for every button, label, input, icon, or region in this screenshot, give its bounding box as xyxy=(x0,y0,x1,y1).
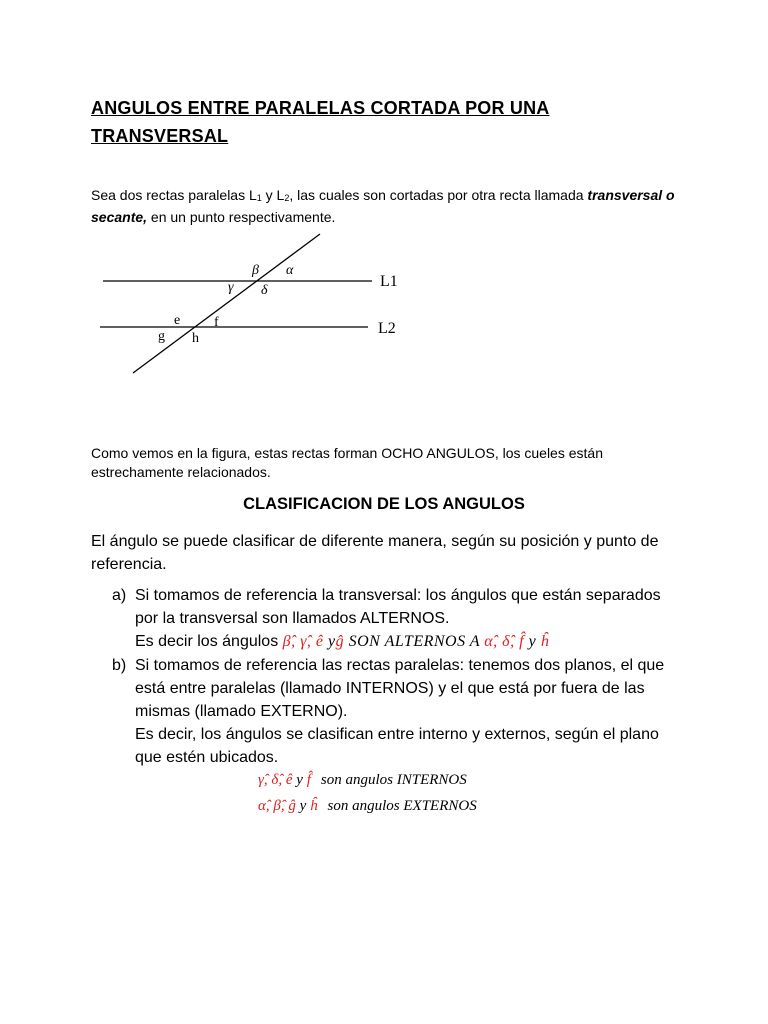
math-y-1: y xyxy=(323,633,336,650)
math-angles-group2: α̂, δ̂, f̂ xyxy=(484,633,525,650)
intro-text-1: Sea dos rectas paralelas L xyxy=(91,187,257,203)
math-son-alternos: SON ALTERNOS A xyxy=(344,633,485,650)
angle-label-h: h xyxy=(192,331,199,346)
angle-label-g: g xyxy=(158,329,165,344)
math-angles-group1: β̂, γ̂, ê xyxy=(282,633,324,650)
angle-label-beta: β xyxy=(252,263,259,278)
angle-label-delta: δ xyxy=(261,283,268,298)
math-y-2: y xyxy=(524,633,541,650)
transversal-line xyxy=(133,234,320,373)
formula-internos-angles: γ̂, δ̂, ê xyxy=(258,772,293,788)
intro-text-2: y L xyxy=(261,187,285,203)
formula-externos-label: son angulos EXTERNOS xyxy=(327,798,477,814)
list-item-b-text2: Es decir, los ángulos se clasifican entre interno y externos, según el plano que estén ubicados. xyxy=(135,726,659,766)
list-item-b-text: Si tomamos de referencia las rectas paralelas: tenemos dos planos, el que está entre paralelas (llamado INTERNOS) y el que está por fuera de las mismas (llamado EXTERNO). xyxy=(135,657,665,720)
intro-paragraph xyxy=(91,186,691,227)
angle-label-e: e xyxy=(174,313,181,328)
math-angle-h: ĥ xyxy=(540,633,550,650)
list-marker-b: b) xyxy=(112,657,127,674)
list-item-a xyxy=(112,584,672,653)
subscript-2: 2 xyxy=(284,193,290,203)
angle-label-alpha: α xyxy=(286,263,294,278)
formula-externos-h: ĥ xyxy=(310,798,318,814)
body-paragraph: El ángulo se puede clasificar de diferente manera, según su posición y punto de referencia. xyxy=(91,533,659,573)
figure-description: Como vemos en la figura, estas rectas forman OCHO ANGULOS, los cueles están estrechamente relacionados. xyxy=(91,445,603,480)
list-item-a-math xyxy=(135,630,672,653)
page-title: ANGULOS ENTRE PARALELAS CORTADA POR UNA TRANSVERSAL xyxy=(91,98,550,146)
section-heading: CLASIFICACION DE LOS ANGULOS xyxy=(243,495,525,513)
formula-internos-label: son angulos INTERNOS xyxy=(320,772,467,788)
parallel-lines-figure xyxy=(0,225,768,380)
angle-label-f: f xyxy=(214,315,219,330)
formula-externos xyxy=(258,795,477,818)
angle-label-gamma: γ xyxy=(228,280,234,295)
line1-label: L1 xyxy=(380,273,398,290)
subscript-1: 1 xyxy=(256,193,262,203)
line2-label: L2 xyxy=(378,320,396,337)
formula-externos-angles: α̂, β̂, ĝ xyxy=(258,798,296,814)
math-angle-g: ĝ xyxy=(335,633,345,650)
es-decir-text: Es decir los ángulos xyxy=(135,633,283,650)
intro-text-3: , las cuales son cortadas por otra recta llamada xyxy=(289,187,588,203)
intro-text-4: en un punto respectivamente. xyxy=(147,209,336,225)
formula-internos xyxy=(258,769,467,792)
formula-externos-y: y xyxy=(295,798,311,814)
intro-emphasis: transversal o secante, xyxy=(91,187,675,225)
list-item-a-text: Si tomamos de referencia la transversal: los ángulos que están separados por la transversal son llamados ALTERNOS. xyxy=(135,587,661,627)
formula-internos-f: f̂ xyxy=(306,772,311,788)
formula-internos-y: y xyxy=(292,772,307,788)
list-marker-a: a) xyxy=(112,587,127,604)
list-item-b xyxy=(112,654,672,769)
